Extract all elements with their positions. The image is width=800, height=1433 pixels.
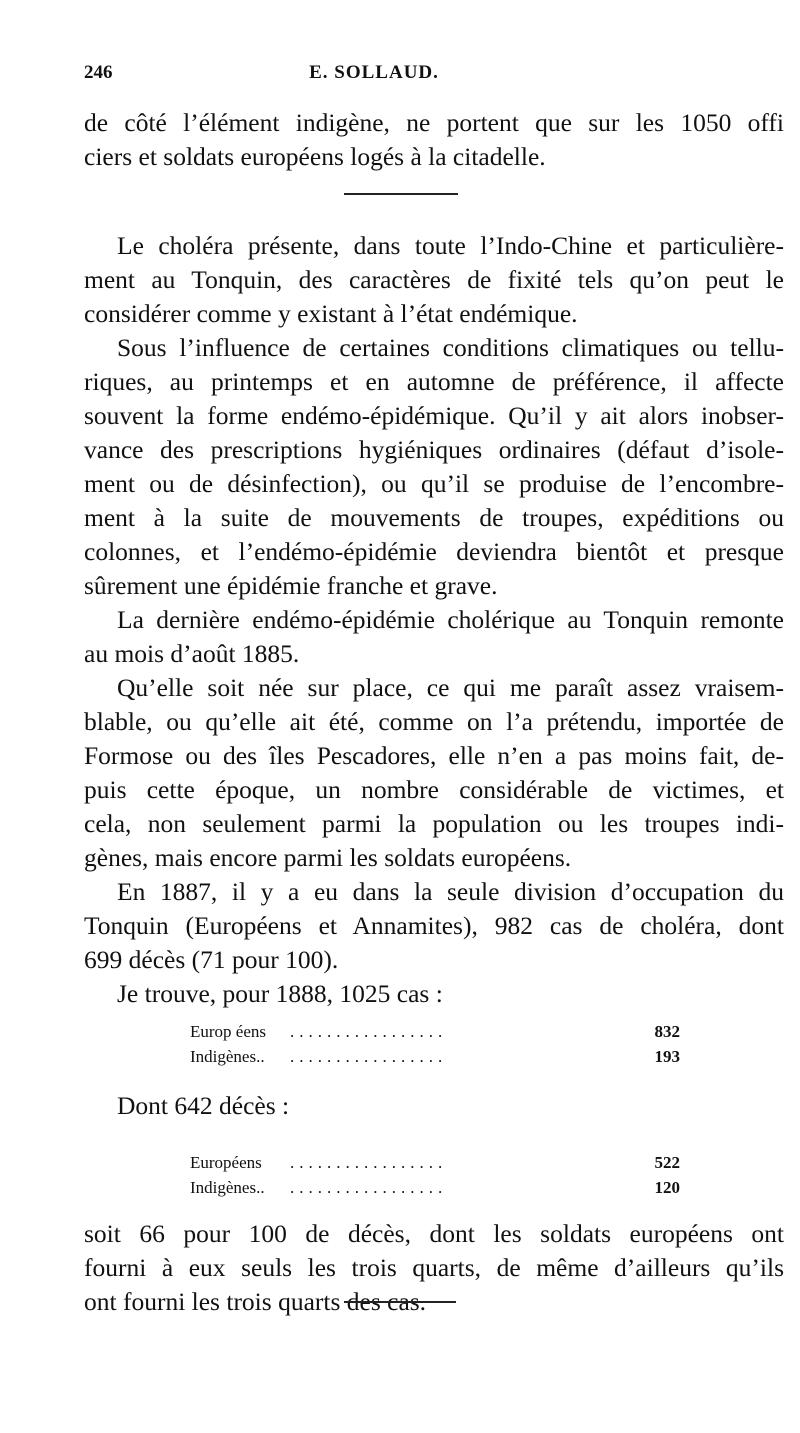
text-line: fourni à eux seuls les trois quarts, de même d’ailleurs qu’ils: [84, 1253, 784, 1282]
deaths-row-europeans: [190, 1152, 680, 1174]
text-line: de côté l’élément indigène, ne portent que sur les 1050 offi: [84, 108, 784, 137]
text-line: vance des prescriptions hygiéniques ordinaires (défaut d’isole-: [84, 435, 784, 464]
row-value: 522: [654, 1153, 680, 1172]
text-line: sûrement une épidémie franche et grave.: [84, 571, 498, 600]
cases-row-europeans: [190, 1021, 680, 1043]
running-header: [84, 62, 784, 90]
row-label: Indigènes..: [190, 1178, 265, 1197]
text-line: La dernière endémo-épidémie cholérique au Tonquin remonte: [117, 605, 784, 634]
text-line: considérer comme y existant à l’état endémique.: [84, 299, 578, 328]
text-line: soit 66 pour 100 de décès, dont les soldats européens ont: [84, 1219, 784, 1248]
text-line: souvent la forme endémo-épidémique. Qu’il y ait alors inobser-: [84, 401, 784, 430]
row-value: 832: [654, 1022, 680, 1041]
text-line: Sous l’influence de certaines conditions climatiques ou tellu-: [117, 333, 784, 362]
row-value: 120: [654, 1178, 680, 1197]
text-line: ont fourni les trois quarts des cas.: [84, 1287, 427, 1316]
text-line: Dont 642 décès :: [117, 1091, 290, 1120]
text-line: Tonquin (Européens et Annamites), 982 cas de choléra, dont: [84, 911, 784, 940]
leader-dots: .................: [290, 1178, 448, 1197]
leader-dots: .................: [290, 1047, 448, 1066]
text-line: Le choléra présente, dans toute l’Indo-Chine et particulière-: [117, 231, 784, 260]
text-line: 699 décès (71 pour 100).: [84, 945, 339, 974]
running-title: E. SOLLAUD.: [309, 62, 439, 83]
text-line: ciers et soldats européens logés à la citadelle.: [84, 142, 546, 171]
text-line: ment au Tonquin, des caractères de fixité tels qu’on peut le: [84, 265, 784, 294]
text-line: En 1887, il y a eu dans la seule division d’occupation du: [117, 877, 784, 906]
text-line: puis cette époque, un nombre considérable de victimes, et: [84, 775, 784, 804]
text-line: au mois d’août 1885.: [84, 639, 300, 668]
row-label: Indigènes..: [190, 1047, 265, 1066]
row-value: 193: [654, 1047, 680, 1066]
section-divider: [344, 193, 458, 195]
text-line: Qu’elle soit née sur place, ce qui me paraît assez vraisem-: [117, 673, 784, 702]
leader-dots: .................: [290, 1153, 448, 1172]
row-label: Européens: [190, 1153, 262, 1172]
row-label: Europ éens: [190, 1022, 267, 1041]
text-line: riques, au printemps et en automne de préférence, il affecte: [84, 367, 784, 396]
section-divider: [344, 1301, 456, 1303]
text-line: Formose ou des îles Pescadores, elle n’en a pas moins fait, de-: [84, 741, 784, 770]
page-number: 246: [84, 62, 113, 83]
cases-row-natives: [190, 1046, 680, 1068]
text-line: ment à la suite de mouvements de troupes, expéditions ou: [84, 503, 784, 532]
text-line: Je trouve, pour 1888, 1025 cas :: [117, 979, 443, 1008]
text-line: gènes, mais encore parmi les soldats européens.: [84, 843, 572, 872]
text-line: colonnes, et l’endémo-épidémie deviendra bientôt et presque: [84, 537, 784, 566]
text-line: blable, ou qu’elle ait été, comme on l’a prétendu, importée de: [84, 707, 784, 736]
text-line: cela, non seulement parmi la population ou les troupes indi-: [84, 809, 784, 838]
leader-dots: .................: [290, 1022, 448, 1041]
text-line: ment ou de désinfection), ou qu’il se produise de l’encombre-: [84, 469, 784, 498]
deaths-row-natives: [190, 1177, 680, 1199]
